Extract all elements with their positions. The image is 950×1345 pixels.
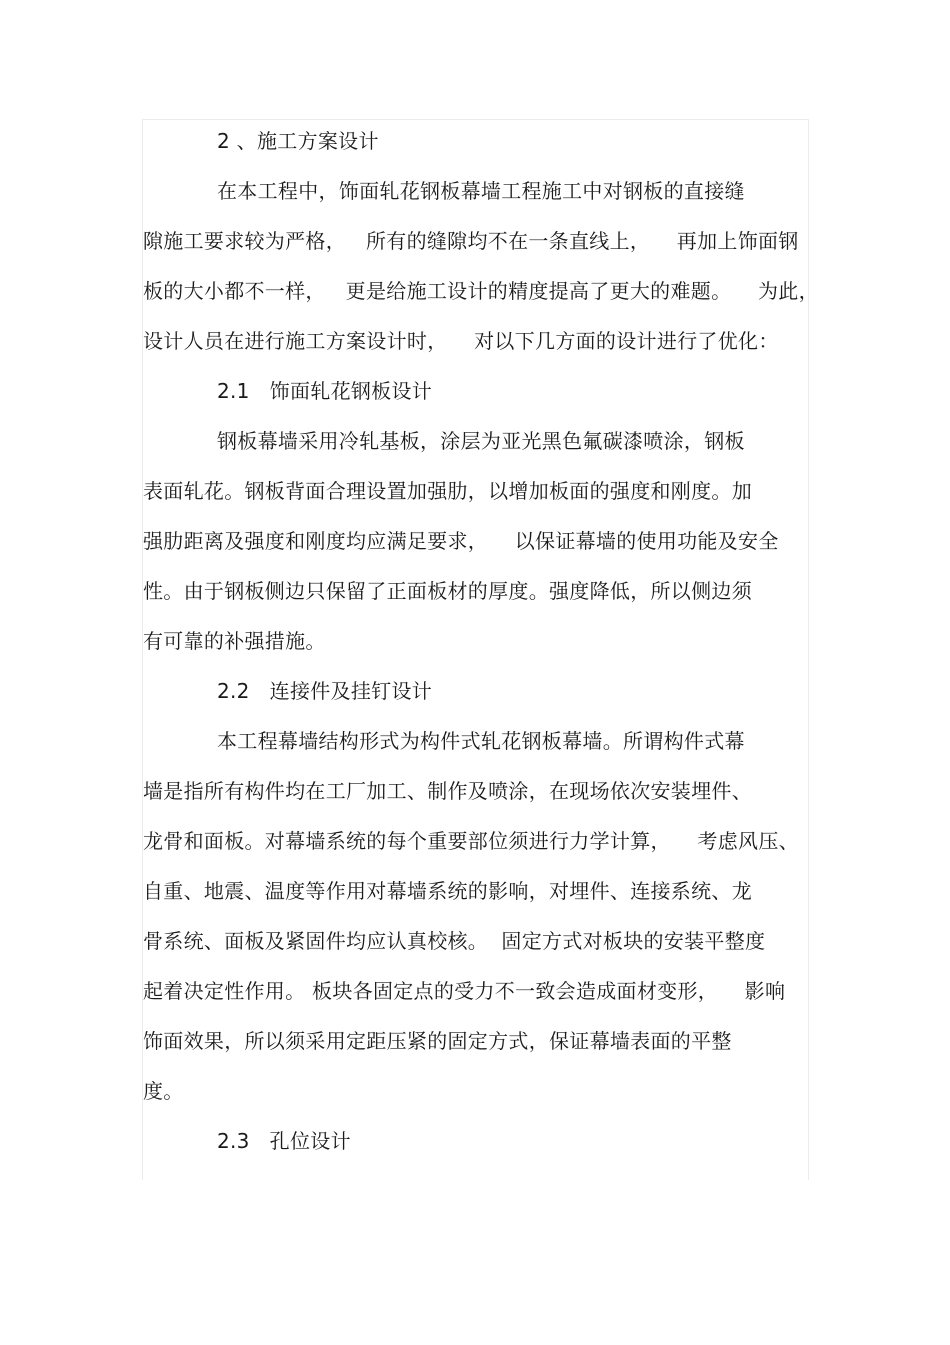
section-heading-2-2: 2.2 连接件及挂钉设计 [217,679,433,703]
paragraph-line: 龙骨和面板。对幕墙系统的每个重要部位须进行力学计算， 考虑风压、 [143,829,799,853]
paragraph-line: 在本工程中，饰面轧花钢板幕墙工程施工中对钢板的直接缝 [217,179,745,203]
section-heading-2-3: 2.3 孔位设计 [217,1129,351,1153]
paragraph-line: 有可靠的补强措施。 [143,629,326,653]
paragraph-line: 自重、地震、温度等作用对幕墙系统的影响，对埋件、连接系统、龙 [143,879,752,903]
paragraph-line: 墙是指所有构件均在工厂加工、制作及喷涂，在现场依次安装埋件、 [143,779,752,803]
section-heading-2: 2 、施工方案设计 [217,129,379,153]
paragraph-line: 起着决定性作用。 板块各固定点的受力不一致会造成面材变形， 影响 [143,979,786,1003]
paragraph-line: 表面轧花。钢板背面合理设置加强肋，以增加板面的强度和刚度。加 [143,479,752,503]
paragraph-line: 饰面效果，所以须采用定距压紧的固定方式，保证幕墙表面的平整 [143,1029,732,1053]
section-heading-2-1: 2.1 饰面轧花钢板设计 [217,379,433,403]
paragraph-line: 性。由于钢板侧边只保留了正面板材的厚度。强度降低，所以侧边须 [143,579,752,603]
paragraph-line: 本工程幕墙结构形式为构件式轧花钢板幕墙。所谓构件式幕 [217,729,745,753]
paragraph-line: 板的大小都不一样， 更是给施工设计的精度提高了更大的难题。 为此， [143,279,819,303]
paragraph-line: 骨系统、面板及紧固件均应认真校核。 固定方式对板块的安装平整度 [143,929,766,953]
paragraph-line: 强肋距离及强度和刚度均应满足要求， 以保证幕墙的使用功能及安全 [143,529,779,553]
paragraph-line: 钢板幕墙采用冷轧基板，涂层为亚光黑色氟碳漆喷涂，钢板 [217,429,745,453]
paragraph-line: 隙施工要求较为严格， 所有的缝隙均不在一条直线上， 再加上饰面钢 [143,229,799,253]
paragraph-line: 设计人员在进行施工方案设计时， 对以下几方面的设计进行了优化： [143,329,779,353]
paragraph-line: 度。 [143,1079,184,1103]
